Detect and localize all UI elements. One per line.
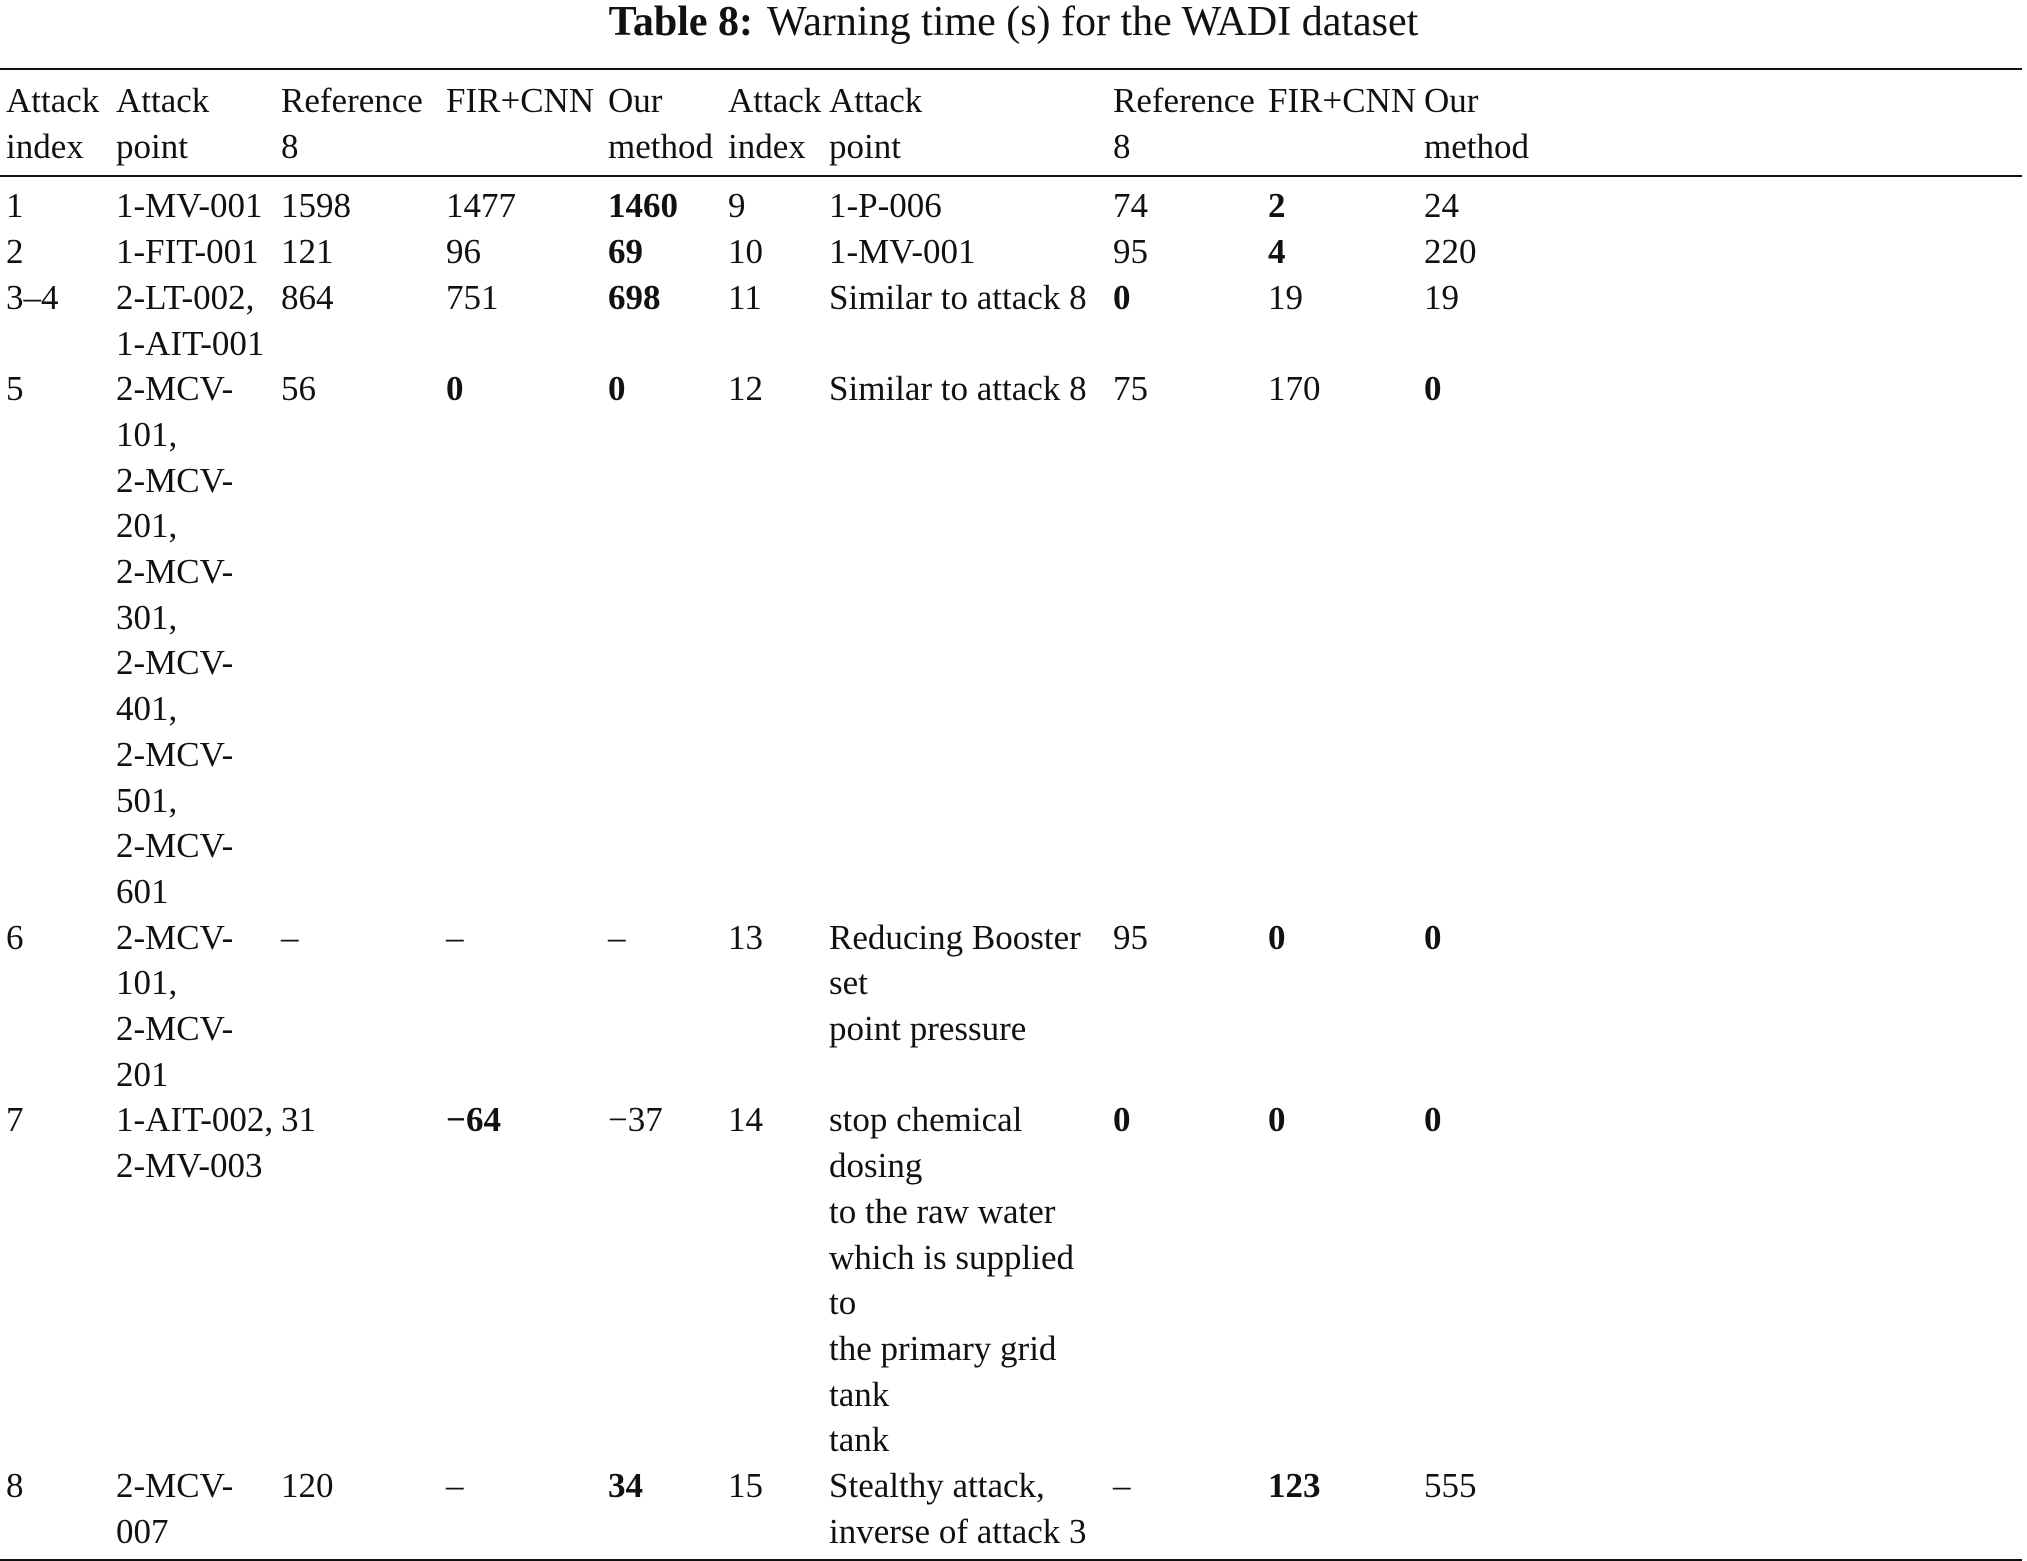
- cell-reference-8: 120: [281, 1466, 334, 1506]
- cell-reference-8-2: 0: [1113, 277, 1131, 317]
- cell-attack-index: 8: [6, 1466, 24, 1506]
- cell-attack-index-2: 11: [728, 277, 762, 317]
- cell-attack-point-2: Similar to attack 8: [829, 369, 1087, 409]
- cell-attack-index: 5: [6, 369, 24, 409]
- cell-attack-index-2: 13: [728, 917, 763, 957]
- cell-fir-cnn-2: 4: [1268, 232, 1286, 272]
- cell-fir-cnn: 1477: [446, 186, 516, 226]
- cell-attack-point: 2-MCV-101, 2-MCV-201, 2-MCV-301, 2-MCV-401, 2-MCV-501, 2-MCV-601: [116, 369, 234, 911]
- cell-reference-8: 56: [281, 369, 316, 409]
- cell-reference-8: 121: [281, 232, 334, 272]
- cell-attack-index-2: 12: [728, 369, 763, 409]
- cell-our-method-2: 0: [1424, 917, 1442, 957]
- table-row: [0, 1097, 2022, 1463]
- cell-reference-8: 1598: [281, 186, 351, 226]
- cell-fir-cnn: −64: [446, 1100, 501, 1140]
- table-row: [0, 275, 2022, 366]
- cell-reference-8-2: 74: [1113, 186, 1148, 226]
- cell-our-method: –: [608, 917, 626, 957]
- cell-attack-point: 1-FIT-001: [116, 232, 259, 272]
- cell-fir-cnn: 751: [446, 277, 499, 317]
- cell-fir-cnn: –: [446, 917, 464, 957]
- cell-fir-cnn-2: 123: [1268, 1466, 1321, 1506]
- cell-fir-cnn-2: 170: [1268, 369, 1321, 409]
- cell-attack-point: 2-LT-002, 1-AIT-001: [116, 277, 265, 363]
- cell-attack-index: 1: [6, 186, 24, 226]
- cell-reference-8: 864: [281, 277, 334, 317]
- cell-our-method: 1460: [608, 186, 678, 226]
- table-row: [0, 366, 2022, 914]
- cell-attack-index: 3–4: [6, 277, 59, 317]
- cell-reference-8-2: 75: [1113, 369, 1148, 409]
- cell-attack-point-2: Reducing Booster set point pressure: [829, 917, 1081, 1049]
- table-row: [0, 229, 2022, 275]
- header-reference-8: Reference 8: [281, 81, 423, 166]
- header-attack-index-2: Attack index: [728, 81, 822, 166]
- table-row: [0, 915, 2022, 1098]
- header-attack-point: Attack point: [116, 81, 210, 166]
- cell-attack-index: 7: [6, 1100, 24, 1140]
- cell-attack-point: 2-MCV-007: [116, 1466, 234, 1551]
- cell-attack-index: 2: [6, 232, 24, 272]
- cell-attack-point: 1-AIT-002, 2-MV-003: [116, 1100, 274, 1186]
- cell-attack-point: 1-MV-001: [116, 186, 263, 226]
- cell-reference-8: –: [281, 917, 299, 957]
- cell-attack-point-2: Stealthy attack, inverse of attack 3: [829, 1466, 1087, 1551]
- header-fir-cnn-2: FIR+CNN: [1268, 81, 1417, 120]
- cell-attack-point-2: Similar to attack 8: [829, 277, 1087, 317]
- cell-reference-8-2: 0: [1113, 1100, 1131, 1140]
- cell-fir-cnn-2: 0: [1268, 917, 1286, 957]
- table-caption: [0, 0, 2027, 44]
- table-row: [0, 1463, 2022, 1559]
- cell-fir-cnn: –: [446, 1466, 464, 1506]
- table-body: [0, 176, 2022, 1559]
- header-fir-cnn: FIR+CNN: [446, 81, 595, 120]
- cell-attack-index-2: 15: [728, 1466, 763, 1506]
- cell-our-method-2: 0: [1424, 369, 1442, 409]
- cell-reference-8-2: 95: [1113, 232, 1148, 272]
- cell-our-method: 69: [608, 232, 643, 272]
- table-row: [0, 176, 2022, 229]
- header-attack-point-2: Attack point: [829, 81, 923, 166]
- cell-our-method-2: 555: [1424, 1466, 1477, 1506]
- cell-our-method: −37: [608, 1100, 663, 1140]
- cell-our-method-2: 220: [1424, 232, 1477, 272]
- header-attack-index: Attack index: [6, 81, 100, 166]
- cell-our-method-2: 0: [1424, 1100, 1442, 1140]
- cell-our-method-2: 19: [1424, 277, 1459, 317]
- cell-attack-point: 2-MCV-101, 2-MCV-201: [116, 917, 234, 1094]
- table-caption-label: Table 8:: [608, 0, 753, 45]
- cell-fir-cnn: 96: [446, 232, 481, 272]
- header-our-method-2: Our method: [1424, 81, 1529, 166]
- cell-fir-cnn-2: 2: [1268, 186, 1286, 226]
- cell-attack-index-2: 10: [728, 232, 763, 272]
- header-our-method: Our method: [608, 81, 713, 166]
- cell-attack-index-2: 9: [728, 186, 746, 226]
- cell-reference-8-2: –: [1113, 1466, 1131, 1506]
- cell-our-method: 34: [608, 1466, 643, 1506]
- cell-our-method: 0: [608, 369, 626, 409]
- cell-fir-cnn-2: 19: [1268, 277, 1303, 317]
- cell-fir-cnn: 0: [446, 369, 464, 409]
- table-header-row: [0, 69, 2022, 176]
- cell-reference-8: 31: [281, 1100, 316, 1140]
- header-reference-8-2: Reference 8: [1113, 81, 1255, 166]
- table-caption-text: Warning time (s) for the WADI dataset: [767, 0, 1419, 45]
- cell-attack-index: 6: [6, 917, 24, 957]
- warning-time-table: [0, 68, 2022, 1561]
- cell-attack-point-2: stop chemical dosing to the raw water which is supplied to the primary grid tank tank: [829, 1100, 1074, 1460]
- cell-our-method-2: 24: [1424, 186, 1459, 226]
- cell-our-method: 698: [608, 277, 661, 317]
- cell-attack-point-2: 1-MV-001: [829, 232, 976, 272]
- cell-reference-8-2: 95: [1113, 917, 1148, 957]
- cell-attack-index-2: 14: [728, 1100, 763, 1140]
- cell-attack-point-2: 1-P-006: [829, 186, 942, 226]
- cell-fir-cnn-2: 0: [1268, 1100, 1286, 1140]
